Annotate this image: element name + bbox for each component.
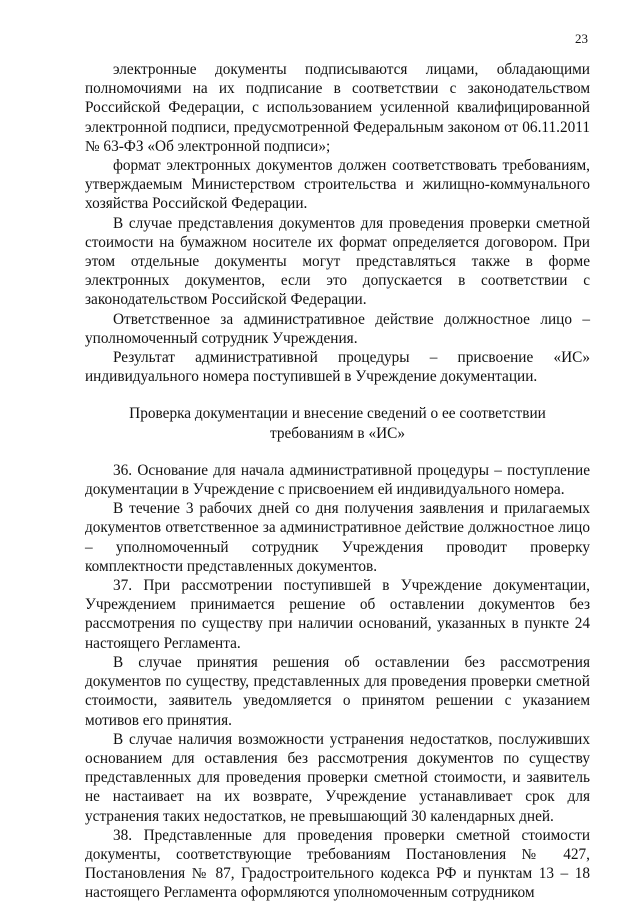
section-heading bbox=[85, 404, 590, 442]
section-heading-line-1: Проверка документации и внесение сведений о ее соответствии bbox=[129, 405, 546, 423]
paragraph-37: 37. При рассмотрении поступившей в Учреждение документации, Учреждением принимается решение об оставлении документов без рассмотрения по существу при наличии оснований, указанных в пункте 24 настоящего Регламента. bbox=[85, 577, 590, 652]
paragraph-responsible: Ответственное за административное действие должностное лицо – уполномоченный сотрудник Учреждения. bbox=[85, 310, 590, 347]
paragraph-37-decision: В случае принятия решения об оставлении без рассмотрения документов по существу, представленных для проведения проверки сметной стоимости, заявитель уведомляется о принятом решении с указанием мотивов его принятия. bbox=[85, 653, 590, 729]
paragraph-36-term: В течение 3 рабочих дней со дня получения заявления и прилагаемых документов ответственное за административное действие должностное лицо – уполномоченный сотрудник Учреждения проводит проверку комплектности представленных документов. bbox=[85, 500, 590, 575]
document-body bbox=[85, 60, 590, 903]
paragraph-continuation: электронные документы подписываются лицами, обладающими полномочиями на их подписание в соответствии с законодательством Российской Федерации, с использованием усиленной квалифицированной электронной подписи, предусмотренной Федеральным законом от 06.11.2011 № 63-ФЗ «Об электронной подписи»; bbox=[85, 61, 590, 155]
paragraph-paper: В случае представления документов для проведения проверки сметной стоимости на бумажном носителе их формат определяется договором. При этом отдельные документы могут представляться также в форме электронных документов, если это допускается в соответствии с законодательством Российской Федерации. bbox=[85, 214, 590, 309]
paragraph-result: Результат административной процедуры – присвоение «ИС» индивидуального номера поступившей в Учреждение документации. bbox=[85, 349, 590, 386]
paragraph-format: формат электронных документов должен соответствовать требованиям, утверждаемым Министерством строительства и жилищно-коммунального хозяйства Российской Федерации. bbox=[85, 157, 590, 213]
page-number: 23 bbox=[575, 31, 588, 46]
paragraph-38: 38. Представленные для проведения проверки сметной стоимости документы, соответствующие требованиям Постановления № 427, Постановления № 87, Градостроительного кодекса РФ и пунктам 13 – 18 настоящего Регламента оформляются уполномоченным сотрудником bbox=[85, 826, 590, 902]
section-heading-line-2: требованиям в «ИС» bbox=[269, 424, 406, 442]
paragraph-36: 36. Основание для начала административной процедуры – поступление документации в Учреждение с присвоением ей индивидуального номера. bbox=[85, 461, 590, 499]
paragraph-37-deficiencies: В случае наличия возможности устранения недостатков, послуживших основанием для оставления без рассмотрения документов по существу представленных для проведения проверки сметной стоимости, и заявитель не настаивает на их возврате, Учреждение устанавливает срок для устранения таких недостатков, не превышающий 30 календарных дней. bbox=[85, 730, 590, 825]
